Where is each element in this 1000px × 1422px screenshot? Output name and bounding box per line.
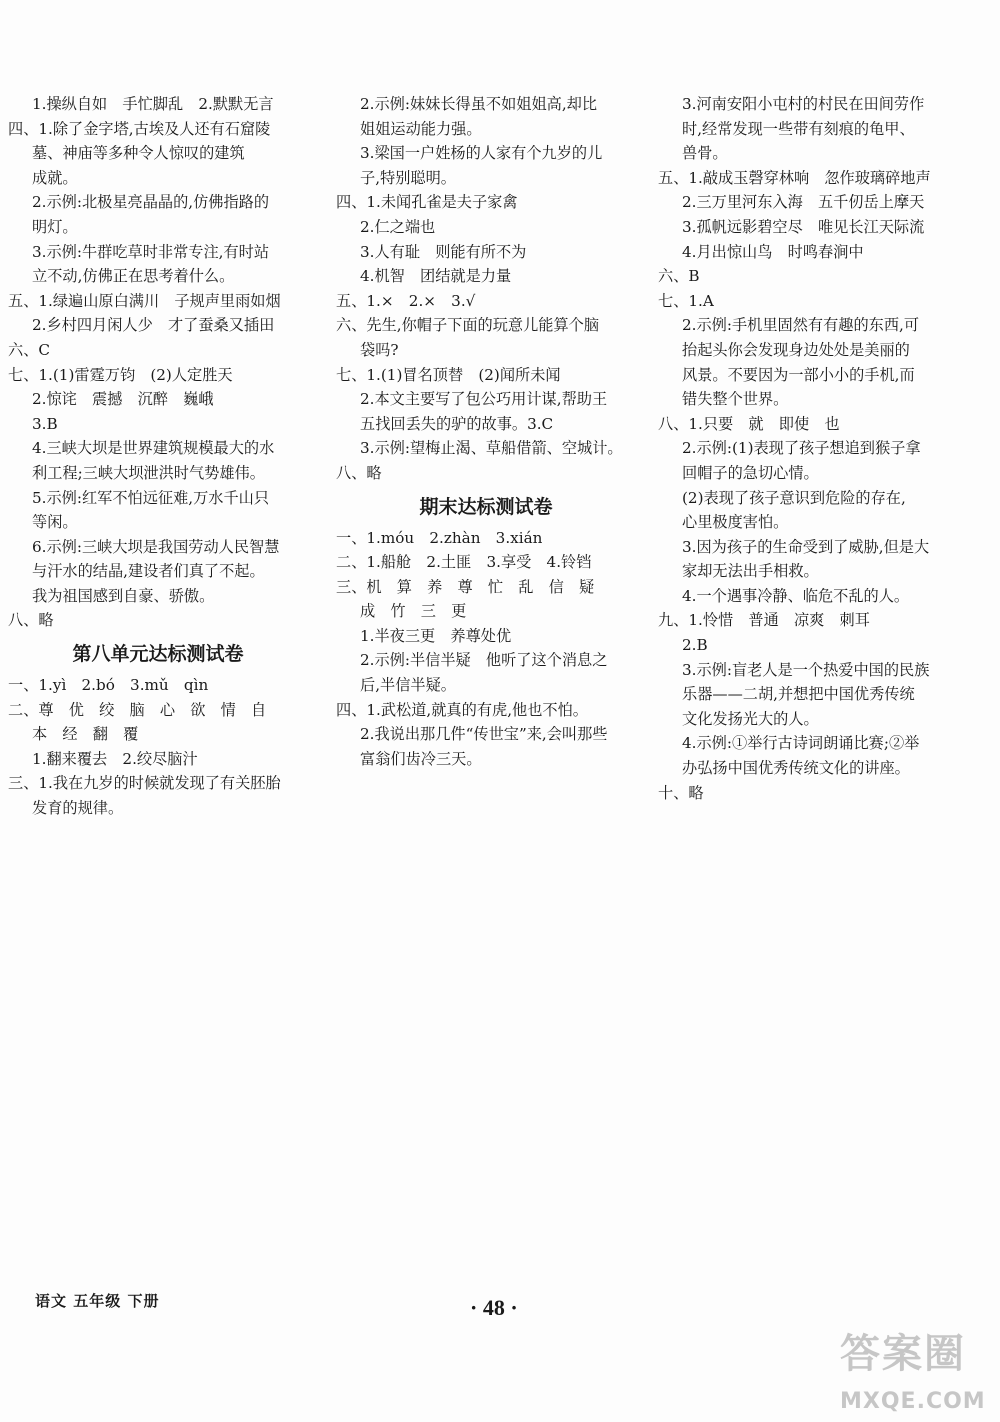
answer-line: 2.示例:妹妹长得虽不如姐姐高,却比 xyxy=(360,95,598,113)
answer-line: 文化发扬光大的人。 xyxy=(682,709,819,728)
answer-line: 三、1.我在九岁的时候就发现了有关胚胎 xyxy=(8,774,281,793)
answer-line: 2.示例:北极星亮晶晶的,仿佛指路的 xyxy=(32,193,270,212)
answer-line: 四、1.未闻孔雀是夫子家禽 xyxy=(336,193,518,212)
answer-line: 1.操纵自如 手忙脚乱 2.默默无言 xyxy=(32,95,274,113)
answer-line: 3.示例:盲老人是一个热爱中国的民族 xyxy=(682,660,930,679)
answer-line: 2.三万里河东入海 五千仞岳上摩天 xyxy=(682,193,925,212)
answer-line: 办弘扬中国优秀传统文化的讲座。 xyxy=(682,759,910,778)
answer-line: 立不动,仿佛正在思考着什么。 xyxy=(32,267,235,286)
answer-line: 后,半信半疑。 xyxy=(360,676,456,695)
answer-line: 2.B xyxy=(682,636,708,655)
answer-line: 2.惊诧 震撼 沉醉 巍峨 xyxy=(32,390,214,409)
answer-line: 5.示例:红军不怕远征难,万水千山只 xyxy=(32,488,270,507)
answer-line: 一、1.yì 2.bó 3.mǔ qìn xyxy=(8,676,209,695)
answer-line: 2.示例:半信半疑 他听了这个消息之 xyxy=(360,651,608,670)
answer-line: 3.示例:牛群吃草时非常专注,有时站 xyxy=(32,242,270,261)
answer-line: 3.人有耻 则能有所不为 xyxy=(360,242,527,261)
answer-line: 4.三峡大坝是世界建筑规模最大的水 xyxy=(32,439,275,458)
answer-line: 2.本文主要写了包公巧用计谋,帮助王 xyxy=(360,390,608,409)
answer-line: 四、1.除了金字塔,古埃及人还有石窟陵 xyxy=(8,119,271,138)
answer-line: 七、1.(1)冒名顶替 (2)闻所未闻 xyxy=(336,365,561,384)
answer-line: 二、1.船舱 2.土匪 3.享受 4.铃铛 xyxy=(336,553,592,572)
answer-line: 等闲。 xyxy=(32,513,78,532)
book-title: 语文 五年级 下册 xyxy=(35,1292,160,1310)
answer-line: 1.半夜三更 养尊处优 xyxy=(360,626,512,645)
answer-line: (2)表现了孩子意识到危险的存在, xyxy=(682,488,906,507)
answer-column-2 xyxy=(336,92,636,771)
answer-line: 1.翻来覆去 2.绞尽脑汁 xyxy=(32,749,198,768)
answer-line: 与汗水的结晶,建设者们真了不起。 xyxy=(32,562,265,581)
answer-line: 一、1.móu 2.zhàn 3.xián xyxy=(336,528,543,547)
answer-line: 六、C xyxy=(8,340,50,359)
watermark-chars: 答案圈 xyxy=(840,1331,966,1377)
watermark-url: MXQE.COM xyxy=(840,1389,986,1414)
answer-column-1 xyxy=(8,92,308,821)
answer-line: 利工程;三峡大坝泄洪时气势雄伟。 xyxy=(32,463,265,482)
answer-line: 2.示例:手机里固然有有趣的东西,可 xyxy=(682,316,920,335)
answer-line: 家却无法出手相救。 xyxy=(682,562,819,581)
answer-line: 二、尊 优 绞 脑 心 欲 情 自 xyxy=(8,700,267,719)
answer-line: 本 经 翻 覆 xyxy=(32,725,139,744)
answer-line: 五、1.× 2.× 3.√ xyxy=(336,291,476,310)
answer-line: 抬起头你会发现身边处处是美丽的 xyxy=(682,340,910,359)
watermark-logo xyxy=(840,1322,990,1414)
answer-line: 八、略 xyxy=(336,463,382,482)
answer-line: 2.乡村四月闲人少 才了蚕桑又插田 xyxy=(32,316,275,335)
answer-line: 3.孤帆远影碧空尽 唯见长江天际流 xyxy=(682,217,925,236)
answer-line: 九、1.怜惜 普通 凉爽 刺耳 xyxy=(658,611,870,630)
answer-line: 2.我说出那几件“传世宝”来,会叫那些 xyxy=(360,725,608,744)
answer-line: 六、先生,你帽子下面的玩意儿能算个脑 xyxy=(336,316,600,335)
answer-line: 发育的规律。 xyxy=(32,799,124,818)
answer-line: 心里极度害怕。 xyxy=(682,513,789,532)
answer-line: 七、1.A xyxy=(658,291,714,310)
answer-line: 三、机 算 养 尊 忙 乱 信 疑 xyxy=(336,577,595,596)
answer-line: 4.一个遇事冷静、临危不乱的人。 xyxy=(682,586,910,605)
section-heading: 第八单元达标测试卷 xyxy=(72,643,244,666)
answer-line: 富翁们齿冷三天。 xyxy=(360,749,482,768)
answer-line: 五、1.绿遍山原白满川 子规声里雨如烟 xyxy=(8,291,281,310)
answer-line: 成 竹 三 更 xyxy=(360,602,467,621)
answer-line: 3.河南安阳小屯村的村民在田间劳作 xyxy=(682,95,925,113)
answer-line: 墓、神庙等多种令人惊叹的建筑 xyxy=(32,144,245,163)
answer-line: 我为祖国感到自豪、骄傲。 xyxy=(32,586,215,605)
answer-line: 3.示例:望梅止渴、草船借箭、空城计。 xyxy=(360,439,623,458)
answer-line: 五、1.敲成玉磬穿林响 忽作玻璃碎地声 xyxy=(658,168,931,187)
answer-line: 八、略 xyxy=(8,611,54,630)
answer-line: 八、1.只要 就 即使 也 xyxy=(658,414,840,433)
answer-line: 时,经常发现一些带有刻痕的龟甲、 xyxy=(682,119,915,138)
page-number: · 48 · xyxy=(470,1295,518,1320)
answer-line: 2.仁之端也 xyxy=(360,217,436,236)
section-heading: 期末达标测试卷 xyxy=(419,495,553,518)
answer-line: 明灯。 xyxy=(32,217,78,236)
answer-line: 错失整个世界。 xyxy=(682,390,789,409)
answer-line: 兽骨。 xyxy=(682,144,728,163)
answer-line: 四、1.武松道,就真的有虎,他也不怕。 xyxy=(336,700,588,719)
answer-line: 袋吗? xyxy=(360,340,399,359)
answer-line: 3.B xyxy=(32,414,58,433)
answer-line: 成就。 xyxy=(32,168,78,187)
answer-line: 2.示例:(1)表现了孩子想追到猴子拿 xyxy=(682,439,921,458)
answer-line: 4.机智 团结就是力量 xyxy=(360,267,512,286)
answer-line: 十、略 xyxy=(658,783,704,802)
answer-line: 3.因为孩子的生命受到了威胁,但是大 xyxy=(682,537,930,556)
answer-column-3 xyxy=(658,92,978,805)
answer-line: 姐姐运动能力强。 xyxy=(360,119,482,138)
answer-line: 七、1.(1)雷霆万钧 (2)人定胜天 xyxy=(8,365,233,384)
answer-line: 回帽子的急切心情。 xyxy=(682,463,819,482)
answer-line: 六、B xyxy=(658,267,700,286)
answer-line: 子,特别聪明。 xyxy=(360,168,456,187)
answer-line: 五找回丢失的驴的故事。3.C xyxy=(360,414,554,433)
answer-line: 4.月出惊山鸟 时鸣春涧中 xyxy=(682,242,864,261)
answer-line: 乐器——二胡,并想把中国优秀传统 xyxy=(682,685,915,704)
answer-line: 4.示例:①举行古诗词朗诵比赛;②举 xyxy=(682,734,920,753)
answer-line: 6.示例:三峡大坝是我国劳动人民智慧 xyxy=(32,537,280,556)
answer-line: 3.梁国一户姓杨的人家有个九岁的儿 xyxy=(360,144,603,163)
answer-line: 风景。不要因为一部小小的手机,而 xyxy=(682,365,915,384)
